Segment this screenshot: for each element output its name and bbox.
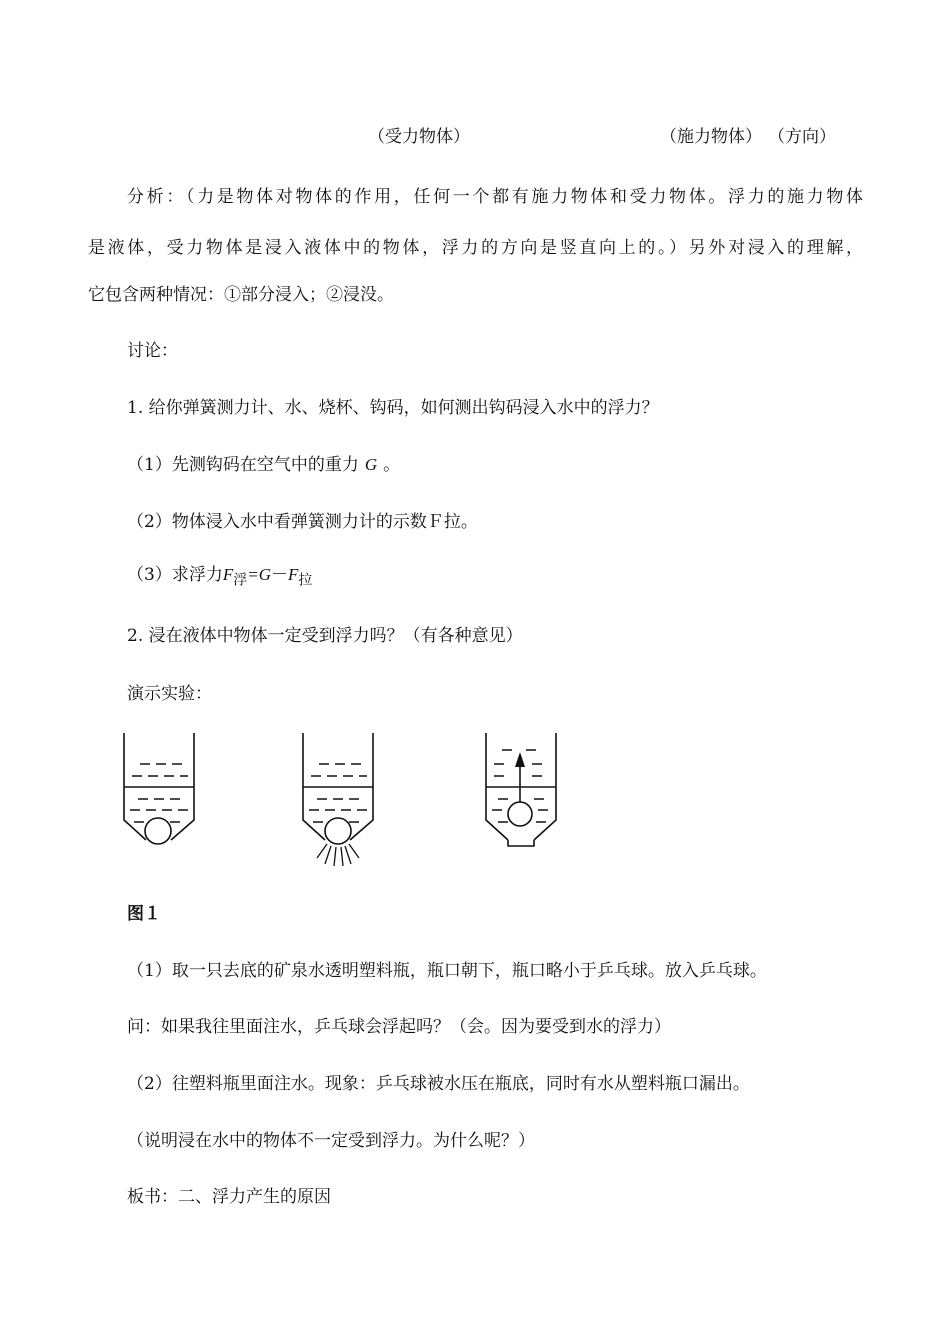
step-1-end: 。 — [383, 455, 401, 475]
question-1: 1. 给你弹簧测力计、水、烧杯、钩码，如何测出钩码浸入水中的浮力？ — [127, 398, 659, 418]
blackboard-note: 板书：二、浮力产生的原因 — [127, 1187, 331, 1207]
step-3-text: （3）求浮力 — [127, 565, 223, 585]
label-receiver: （受力物体） — [368, 127, 470, 147]
step-1-text: （1）先测钩码在空气中的重力 — [127, 455, 359, 475]
label-exerter: （施力物体） — [660, 127, 762, 147]
step-3 — [127, 564, 312, 592]
experiment-paragraph-3: （2）往塑料瓶里面注水。现象：乒乓球被水压在瓶底，同时有水从塑料瓶口漏出。 — [127, 1074, 750, 1094]
discussion-heading: 讨论： — [127, 341, 178, 361]
label-direction: （方向） — [768, 127, 836, 147]
step-2: （2）物体浸入水中看弹簧测力计的示数Ｆ拉。 — [127, 512, 478, 532]
experiment-paragraph-2: 问：如果我往里面注水，乒乓球会浮起吗？（会。因为要受到水的浮力） — [127, 1017, 671, 1037]
bottle-diagram-1 — [118, 730, 208, 855]
demo-heading: 演示实验： — [127, 684, 212, 704]
step-1 — [127, 454, 400, 476]
figure-label: 图１ — [127, 904, 161, 924]
gravity-symbol: G — [364, 455, 378, 474]
question-2: 2. 浸在液体中物体一定受到浮力吗？（有各种意见） — [127, 626, 523, 646]
analysis-line-1: 分析：（力是物体对物体的作用，任何一个都有施力物体和受力物体。浮力的施力物体 — [127, 187, 863, 207]
buoyancy-formula: $F_浮=G-F_拉$ — [222, 565, 313, 589]
experiment-paragraph-1: （1）取一只去底的矿泉水透明塑料瓶，瓶口朝下，瓶口略小于乒乓球。放入乒乓球。 — [127, 961, 767, 981]
experiment-paragraph-4: （说明浸在水中的物体不一定受到浮力。为什么呢？） — [127, 1131, 535, 1151]
analysis-line-2: 是液体，受力物体是浸入液体中的物体，浮力的方向是竖直向上的。）另外对浸入的理解， — [88, 238, 863, 258]
bottle-diagram-2 — [297, 730, 387, 870]
analysis-line-3: 它包含两种情况：①部分浸入；②浸没。 — [88, 285, 394, 305]
bottle-diagram-3 — [480, 730, 570, 855]
